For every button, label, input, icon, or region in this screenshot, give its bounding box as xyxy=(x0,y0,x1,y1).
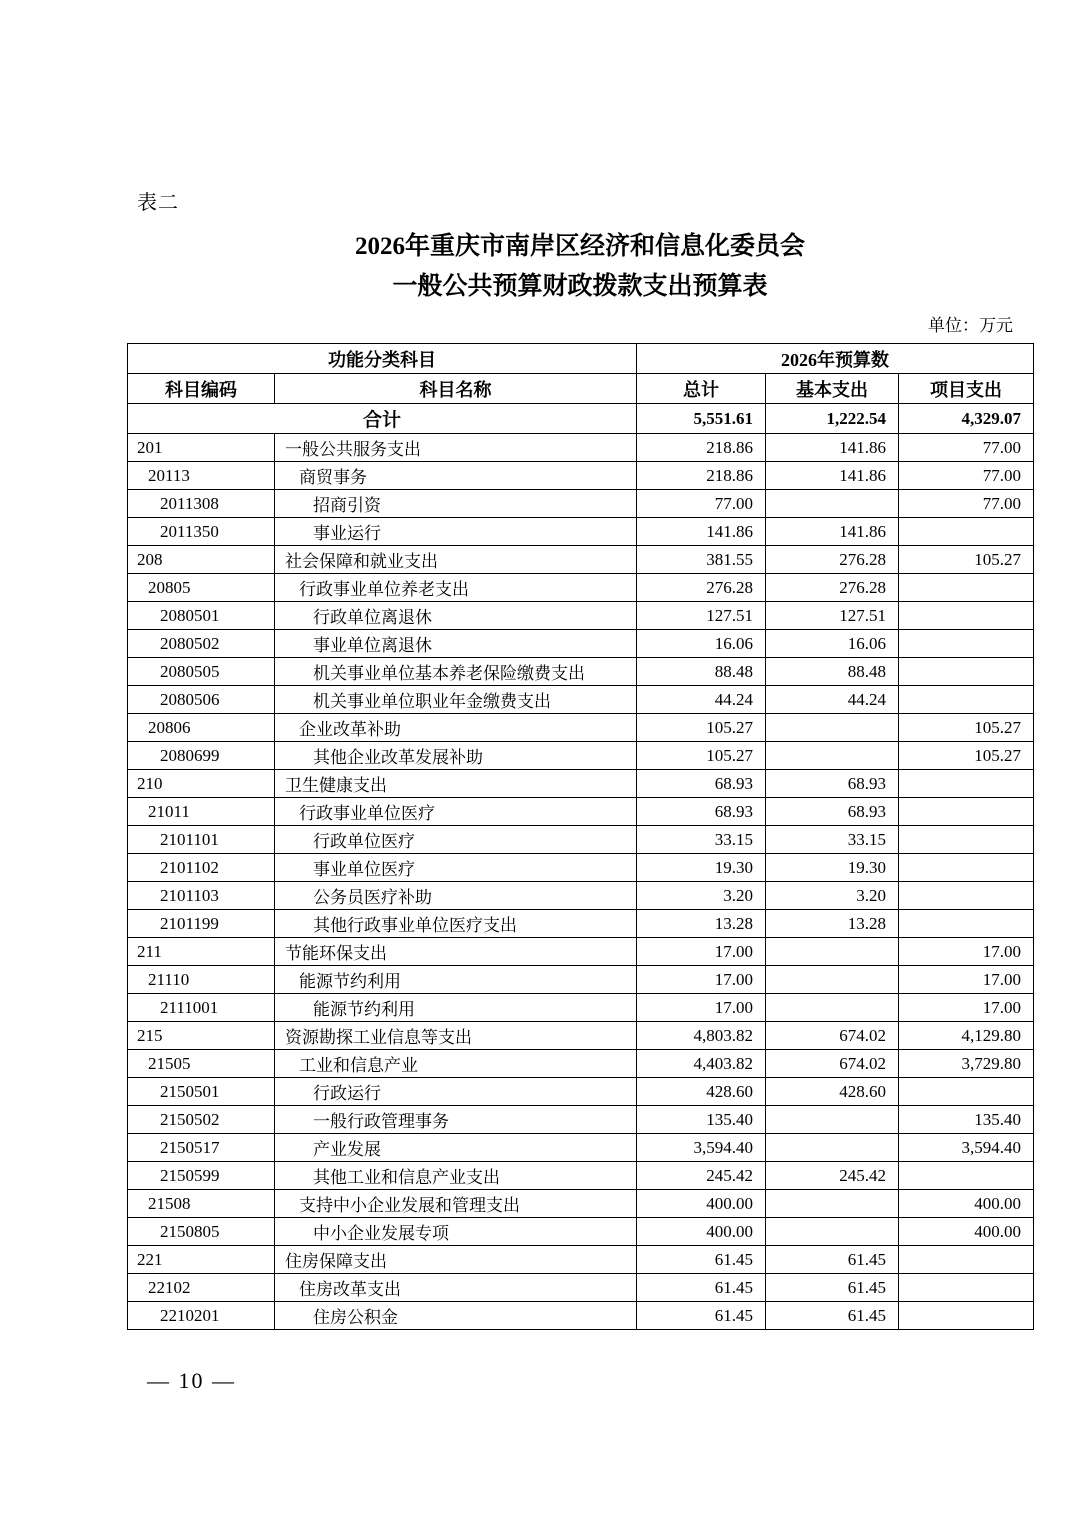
total-value-cell: 105.27 xyxy=(637,714,766,742)
subject-code-cell: 2011350 xyxy=(128,518,275,546)
subject-code-cell: 2150805 xyxy=(128,1218,275,1246)
basic-expense-value-cell xyxy=(766,1190,899,1218)
project-expense-value-cell: 4,129.80 xyxy=(899,1022,1034,1050)
subject-name-cell: 产业发展 xyxy=(275,1134,637,1162)
subject-code-cell: 2111001 xyxy=(128,994,275,1022)
basic-expense-value-cell: 428.60 xyxy=(766,1078,899,1106)
subject-name-cell: 行政单位离退休 xyxy=(275,602,637,630)
basic-expense-value-cell xyxy=(766,742,899,770)
table-row xyxy=(128,518,1034,546)
basic-expense-value-cell: 3.20 xyxy=(766,882,899,910)
header-subject-name: 科目名称 xyxy=(275,374,637,404)
table-row xyxy=(128,1134,1034,1162)
basic-expense-value-cell: 276.28 xyxy=(766,574,899,602)
basic-expense-value-cell: 68.93 xyxy=(766,798,899,826)
subject-code-cell: 221 xyxy=(128,1246,275,1274)
subject-name-cell: 卫生健康支出 xyxy=(275,770,637,798)
project-expense-value-cell: 105.27 xyxy=(899,546,1034,574)
subject-code-cell: 2011308 xyxy=(128,490,275,518)
subject-name-cell: 中小企业发展专项 xyxy=(275,1218,637,1246)
total-value-cell: 218.86 xyxy=(637,462,766,490)
grand-total-total: 5,551.61 xyxy=(637,404,766,434)
subject-name-cell: 机关事业单位职业年金缴费支出 xyxy=(275,686,637,714)
total-value-cell: 4,403.82 xyxy=(637,1050,766,1078)
header-total: 总计 xyxy=(637,374,766,404)
subject-code-cell: 2150599 xyxy=(128,1162,275,1190)
table-row xyxy=(128,1022,1034,1050)
table-row xyxy=(128,1246,1034,1274)
subject-code-cell: 2080505 xyxy=(128,658,275,686)
project-expense-value-cell: 105.27 xyxy=(899,714,1034,742)
total-value-cell: 17.00 xyxy=(637,994,766,1022)
subject-name-cell: 行政运行 xyxy=(275,1078,637,1106)
subject-code-cell: 215 xyxy=(128,1022,275,1050)
table-row xyxy=(128,546,1034,574)
project-expense-value-cell: 77.00 xyxy=(899,462,1034,490)
subject-code-cell: 2101102 xyxy=(128,854,275,882)
unit-note: 单位：万元 xyxy=(928,316,1013,335)
total-value-cell: 61.45 xyxy=(637,1274,766,1302)
total-value-cell: 141.86 xyxy=(637,518,766,546)
document-title xyxy=(127,227,1033,307)
basic-expense-value-cell xyxy=(766,938,899,966)
subject-name-cell: 社会保障和就业支出 xyxy=(275,546,637,574)
total-value-cell: 276.28 xyxy=(637,574,766,602)
subject-code-cell: 2101103 xyxy=(128,882,275,910)
basic-expense-value-cell: 33.15 xyxy=(766,826,899,854)
subject-name-cell: 其他行政事业单位医疗支出 xyxy=(275,910,637,938)
grand-total-row xyxy=(128,404,1034,434)
project-expense-value-cell xyxy=(899,1246,1034,1274)
header-group-row xyxy=(128,344,1034,374)
project-expense-value-cell xyxy=(899,602,1034,630)
project-expense-value-cell: 135.40 xyxy=(899,1106,1034,1134)
basic-expense-value-cell: 61.45 xyxy=(766,1302,899,1330)
project-expense-value-cell xyxy=(899,854,1034,882)
table-row xyxy=(128,1106,1034,1134)
table-row xyxy=(128,1162,1034,1190)
total-value-cell: 4,803.82 xyxy=(637,1022,766,1050)
table-row xyxy=(128,1274,1034,1302)
subject-code-cell: 2150502 xyxy=(128,1106,275,1134)
basic-expense-value-cell: 141.86 xyxy=(766,462,899,490)
subject-name-cell: 其他工业和信息产业支出 xyxy=(275,1162,637,1190)
total-value-cell: 19.30 xyxy=(637,854,766,882)
header-subject-code: 科目编码 xyxy=(128,374,275,404)
subject-name-cell: 一般行政管理事务 xyxy=(275,1106,637,1134)
total-value-cell: 44.24 xyxy=(637,686,766,714)
project-expense-value-cell xyxy=(899,770,1034,798)
subject-name-cell: 事业运行 xyxy=(275,518,637,546)
subject-code-cell: 22102 xyxy=(128,1274,275,1302)
document-title-line2: 一般公共预算财政拨款支出预算表 xyxy=(392,273,768,300)
subject-code-cell: 20113 xyxy=(128,462,275,490)
subject-code-cell: 2150501 xyxy=(128,1078,275,1106)
table-row xyxy=(128,686,1034,714)
project-expense-value-cell: 400.00 xyxy=(899,1190,1034,1218)
subject-name-cell: 住房改革支出 xyxy=(275,1274,637,1302)
basic-expense-value-cell: 141.86 xyxy=(766,434,899,462)
project-expense-value-cell xyxy=(899,686,1034,714)
table-row xyxy=(128,798,1034,826)
project-expense-value-cell: 105.27 xyxy=(899,742,1034,770)
subject-code-cell: 2101199 xyxy=(128,910,275,938)
subject-name-cell: 公务员医疗补助 xyxy=(275,882,637,910)
table-row xyxy=(128,1190,1034,1218)
table-row xyxy=(128,994,1034,1022)
subject-code-cell: 20805 xyxy=(128,574,275,602)
total-value-cell: 13.28 xyxy=(637,910,766,938)
project-expense-value-cell xyxy=(899,1302,1034,1330)
grand-total-project: 4,329.07 xyxy=(899,404,1034,434)
total-value-cell: 16.06 xyxy=(637,630,766,658)
table-row xyxy=(128,966,1034,994)
subject-name-cell: 事业单位医疗 xyxy=(275,854,637,882)
total-value-cell: 17.00 xyxy=(637,966,766,994)
subject-name-cell: 能源节约利用 xyxy=(275,966,637,994)
project-expense-value-cell xyxy=(899,658,1034,686)
table-row xyxy=(128,770,1034,798)
header-function-group: 功能分类科目 xyxy=(128,344,637,374)
subject-name-cell: 企业改革补助 xyxy=(275,714,637,742)
subject-code-cell: 211 xyxy=(128,938,275,966)
subject-name-cell: 招商引资 xyxy=(275,490,637,518)
total-value-cell: 127.51 xyxy=(637,602,766,630)
total-value-cell: 3,594.40 xyxy=(637,1134,766,1162)
basic-expense-value-cell: 13.28 xyxy=(766,910,899,938)
table-row xyxy=(128,630,1034,658)
total-value-cell: 61.45 xyxy=(637,1302,766,1330)
subject-code-cell: 21505 xyxy=(128,1050,275,1078)
total-value-cell: 61.45 xyxy=(637,1246,766,1274)
header-budget-group: 2026年预算数 xyxy=(637,344,1034,374)
header-columns-row xyxy=(128,374,1034,404)
grand-total-label: 合计 xyxy=(128,404,637,434)
basic-expense-value-cell: 61.45 xyxy=(766,1274,899,1302)
budget-table xyxy=(127,343,1034,1330)
basic-expense-value-cell: 44.24 xyxy=(766,686,899,714)
subject-code-cell: 21508 xyxy=(128,1190,275,1218)
table-row xyxy=(128,1218,1034,1246)
total-value-cell: 105.27 xyxy=(637,742,766,770)
table-row xyxy=(128,462,1034,490)
basic-expense-value-cell: 19.30 xyxy=(766,854,899,882)
basic-expense-value-cell xyxy=(766,1218,899,1246)
basic-expense-value-cell xyxy=(766,994,899,1022)
table-row xyxy=(128,1050,1034,1078)
basic-expense-value-cell: 674.02 xyxy=(766,1050,899,1078)
basic-expense-value-cell xyxy=(766,490,899,518)
project-expense-value-cell: 77.00 xyxy=(899,434,1034,462)
total-value-cell: 17.00 xyxy=(637,938,766,966)
subject-name-cell: 节能环保支出 xyxy=(275,938,637,966)
table-row xyxy=(128,1078,1034,1106)
subject-name-cell: 行政事业单位养老支出 xyxy=(275,574,637,602)
header-basic-expense: 基本支出 xyxy=(766,374,899,404)
table-row xyxy=(128,742,1034,770)
table-row xyxy=(128,854,1034,882)
project-expense-value-cell: 77.00 xyxy=(899,490,1034,518)
subject-code-cell: 2210201 xyxy=(128,1302,275,1330)
subject-code-cell: 2101101 xyxy=(128,826,275,854)
subject-name-cell: 行政事业单位医疗 xyxy=(275,798,637,826)
total-value-cell: 77.00 xyxy=(637,490,766,518)
total-value-cell: 428.60 xyxy=(637,1078,766,1106)
total-value-cell: 135.40 xyxy=(637,1106,766,1134)
total-value-cell: 68.93 xyxy=(637,798,766,826)
project-expense-value-cell xyxy=(899,798,1034,826)
subject-name-cell: 机关事业单位基本养老保险缴费支出 xyxy=(275,658,637,686)
project-expense-value-cell xyxy=(899,630,1034,658)
project-expense-value-cell: 17.00 xyxy=(899,994,1034,1022)
subject-code-cell: 2080501 xyxy=(128,602,275,630)
project-expense-value-cell xyxy=(899,882,1034,910)
subject-name-cell: 商贸事务 xyxy=(275,462,637,490)
project-expense-value-cell: 3,594.40 xyxy=(899,1134,1034,1162)
project-expense-value-cell: 400.00 xyxy=(899,1218,1034,1246)
basic-expense-value-cell: 674.02 xyxy=(766,1022,899,1050)
basic-expense-value-cell xyxy=(766,966,899,994)
header-project-expense: 项目支出 xyxy=(899,374,1034,404)
subject-name-cell: 工业和信息产业 xyxy=(275,1050,637,1078)
subject-name-cell: 支持中小企业发展和管理支出 xyxy=(275,1190,637,1218)
total-value-cell: 381.55 xyxy=(637,546,766,574)
document-title-line1: 2026年重庆市南岸区经济和信息化委员会 xyxy=(354,233,805,260)
basic-expense-value-cell: 61.45 xyxy=(766,1246,899,1274)
subject-code-cell: 210 xyxy=(128,770,275,798)
project-expense-value-cell xyxy=(899,518,1034,546)
subject-name-cell: 行政单位医疗 xyxy=(275,826,637,854)
basic-expense-value-cell: 141.86 xyxy=(766,518,899,546)
table-row xyxy=(128,882,1034,910)
basic-expense-value-cell: 16.06 xyxy=(766,630,899,658)
basic-expense-value-cell xyxy=(766,1106,899,1134)
project-expense-value-cell xyxy=(899,826,1034,854)
subject-code-cell: 20806 xyxy=(128,714,275,742)
project-expense-value-cell: 17.00 xyxy=(899,966,1034,994)
total-value-cell: 245.42 xyxy=(637,1162,766,1190)
total-value-cell: 88.48 xyxy=(637,658,766,686)
project-expense-value-cell xyxy=(899,1274,1034,1302)
total-value-cell: 400.00 xyxy=(637,1218,766,1246)
subject-code-cell: 21011 xyxy=(128,798,275,826)
basic-expense-value-cell: 88.48 xyxy=(766,658,899,686)
basic-expense-value-cell: 245.42 xyxy=(766,1162,899,1190)
total-value-cell: 33.15 xyxy=(637,826,766,854)
total-value-cell: 400.00 xyxy=(637,1190,766,1218)
table-row xyxy=(128,490,1034,518)
basic-expense-value-cell: 276.28 xyxy=(766,546,899,574)
total-value-cell: 3.20 xyxy=(637,882,766,910)
basic-expense-value-cell xyxy=(766,714,899,742)
subject-code-cell: 2150517 xyxy=(128,1134,275,1162)
subject-name-cell: 住房公积金 xyxy=(275,1302,637,1330)
page-number: — 10 — xyxy=(147,1368,236,1393)
project-expense-value-cell: 3,729.80 xyxy=(899,1050,1034,1078)
table-row xyxy=(128,826,1034,854)
basic-expense-value-cell: 68.93 xyxy=(766,770,899,798)
subject-name-cell: 其他企业改革发展补助 xyxy=(275,742,637,770)
project-expense-value-cell xyxy=(899,1078,1034,1106)
project-expense-value-cell: 17.00 xyxy=(899,938,1034,966)
total-value-cell: 218.86 xyxy=(637,434,766,462)
table-row xyxy=(128,434,1034,462)
subject-name-cell: 事业单位离退休 xyxy=(275,630,637,658)
subject-code-cell: 21110 xyxy=(128,966,275,994)
subject-name-cell: 住房保障支出 xyxy=(275,1246,637,1274)
subject-code-cell: 201 xyxy=(128,434,275,462)
table-row xyxy=(128,938,1034,966)
table-label: 表二 xyxy=(137,192,179,214)
table-row xyxy=(128,910,1034,938)
subject-code-cell: 2080506 xyxy=(128,686,275,714)
table-row xyxy=(128,714,1034,742)
table-row xyxy=(128,574,1034,602)
project-expense-value-cell xyxy=(899,910,1034,938)
subject-name-cell: 资源勘探工业信息等支出 xyxy=(275,1022,637,1050)
basic-expense-value-cell xyxy=(766,1134,899,1162)
table-row xyxy=(128,1302,1034,1330)
subject-name-cell: 能源节约利用 xyxy=(275,994,637,1022)
project-expense-value-cell xyxy=(899,1162,1034,1190)
basic-expense-value-cell: 127.51 xyxy=(766,602,899,630)
subject-name-cell: 一般公共服务支出 xyxy=(275,434,637,462)
table-row xyxy=(128,658,1034,686)
project-expense-value-cell xyxy=(899,574,1034,602)
subject-code-cell: 208 xyxy=(128,546,275,574)
table-row xyxy=(128,602,1034,630)
grand-total-basic: 1,222.54 xyxy=(766,404,899,434)
subject-code-cell: 2080699 xyxy=(128,742,275,770)
subject-code-cell: 2080502 xyxy=(128,630,275,658)
total-value-cell: 68.93 xyxy=(637,770,766,798)
